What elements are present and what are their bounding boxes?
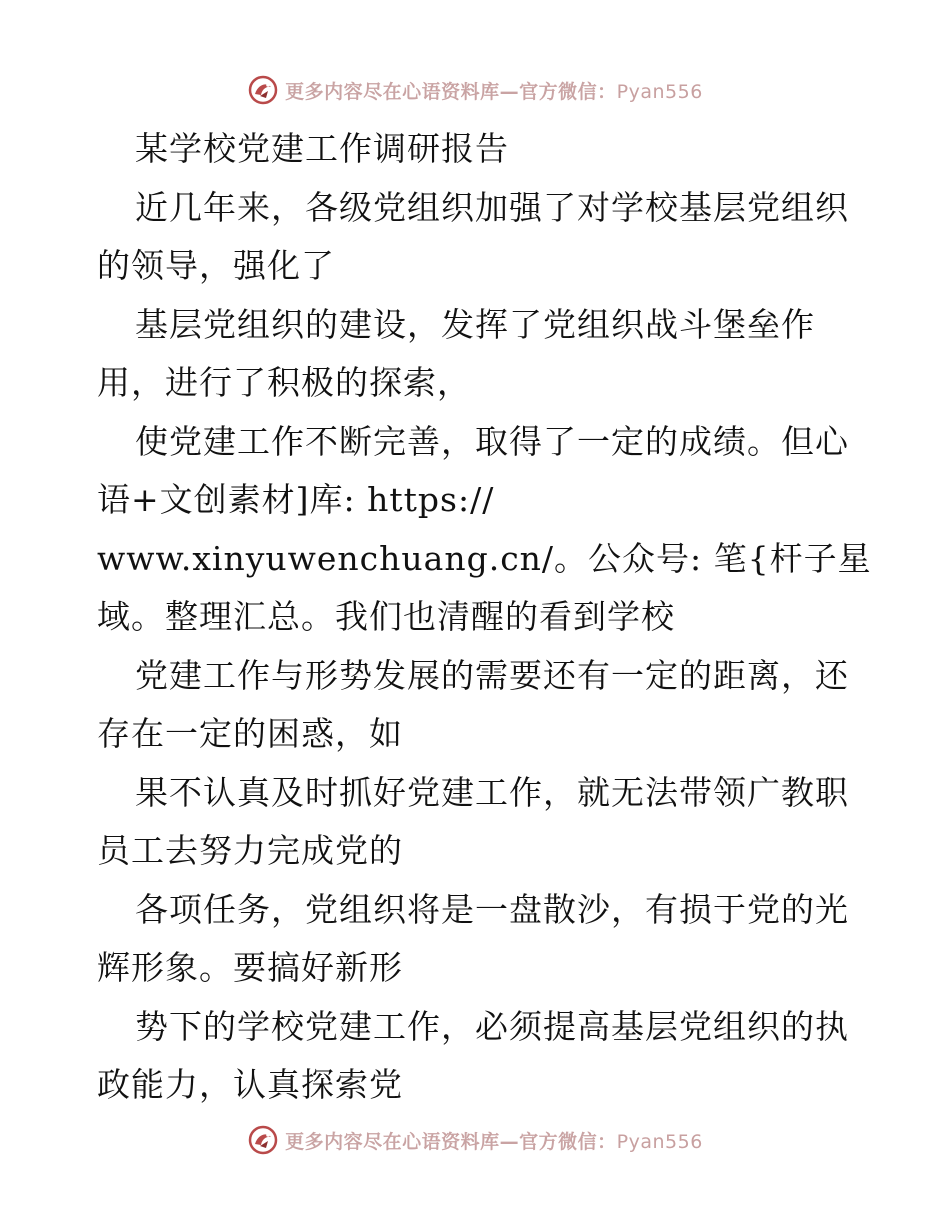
paragraph-line: 用，进行了积极的探索， <box>97 363 471 402</box>
dragon-seal-logo-icon <box>247 1124 279 1156</box>
paragraph-line: 近几年来，各级党组织加强了对学校基层党组织 <box>135 187 849 227</box>
paragraph-line: 势下的学校党建工作，必须提高基层党组织的执 <box>135 1006 849 1046</box>
paragraph-line: 存在一定的困惑，如 <box>97 714 403 753</box>
paragraph-line: 员工去努力完成党的 <box>97 831 403 870</box>
paragraph-line: 基层党组织的建设，发挥了党组织战斗堡垒作 <box>135 304 815 344</box>
paragraph-line: 的领导，强化了 <box>97 246 335 285</box>
paragraph-line: 党建工作与形势发展的需要还有一定的距离，还 <box>135 655 849 695</box>
header-banner-label: 更多内容尽在心语资料库—官方微信： <box>285 80 617 103</box>
document-body <box>97 120 872 1115</box>
document-title: 某学校党建工作调研报告 <box>135 129 509 168</box>
paragraph-line: 各项任务，党组织将是一盘散沙，有损于党的光 <box>135 889 849 929</box>
footer-banner-text <box>285 1127 703 1154</box>
paragraph-line: 语+文创素材]库: https:// <box>97 480 495 519</box>
footer-banner <box>0 1120 950 1160</box>
paragraph-line-url: www.xinyuwenchuang.cn/。公众号: 笔{杆子星 <box>97 538 872 578</box>
paragraph-line: 政能力，认真探索党 <box>97 1065 403 1104</box>
paragraph-line: 果不认真及时抓好党建工作，就无法带领广教职 <box>135 772 849 812</box>
dragon-seal-logo-icon <box>247 74 279 106</box>
footer-banner-label: 更多内容尽在心语资料库—官方微信： <box>285 1130 617 1153</box>
paragraph-line: 使党建工作不断完善，取得了一定的成绩。但心 <box>135 421 849 461</box>
paragraph-line: 辉形象。要搞好新形 <box>97 948 403 987</box>
paragraph-line: 域。整理汇总。我们也清醒的看到学校 <box>97 597 675 636</box>
header-wechat-handle: Pyan556 <box>616 80 703 103</box>
header-banner-text <box>285 77 703 104</box>
header-banner <box>0 70 950 110</box>
footer-wechat-handle: Pyan556 <box>616 1130 703 1153</box>
